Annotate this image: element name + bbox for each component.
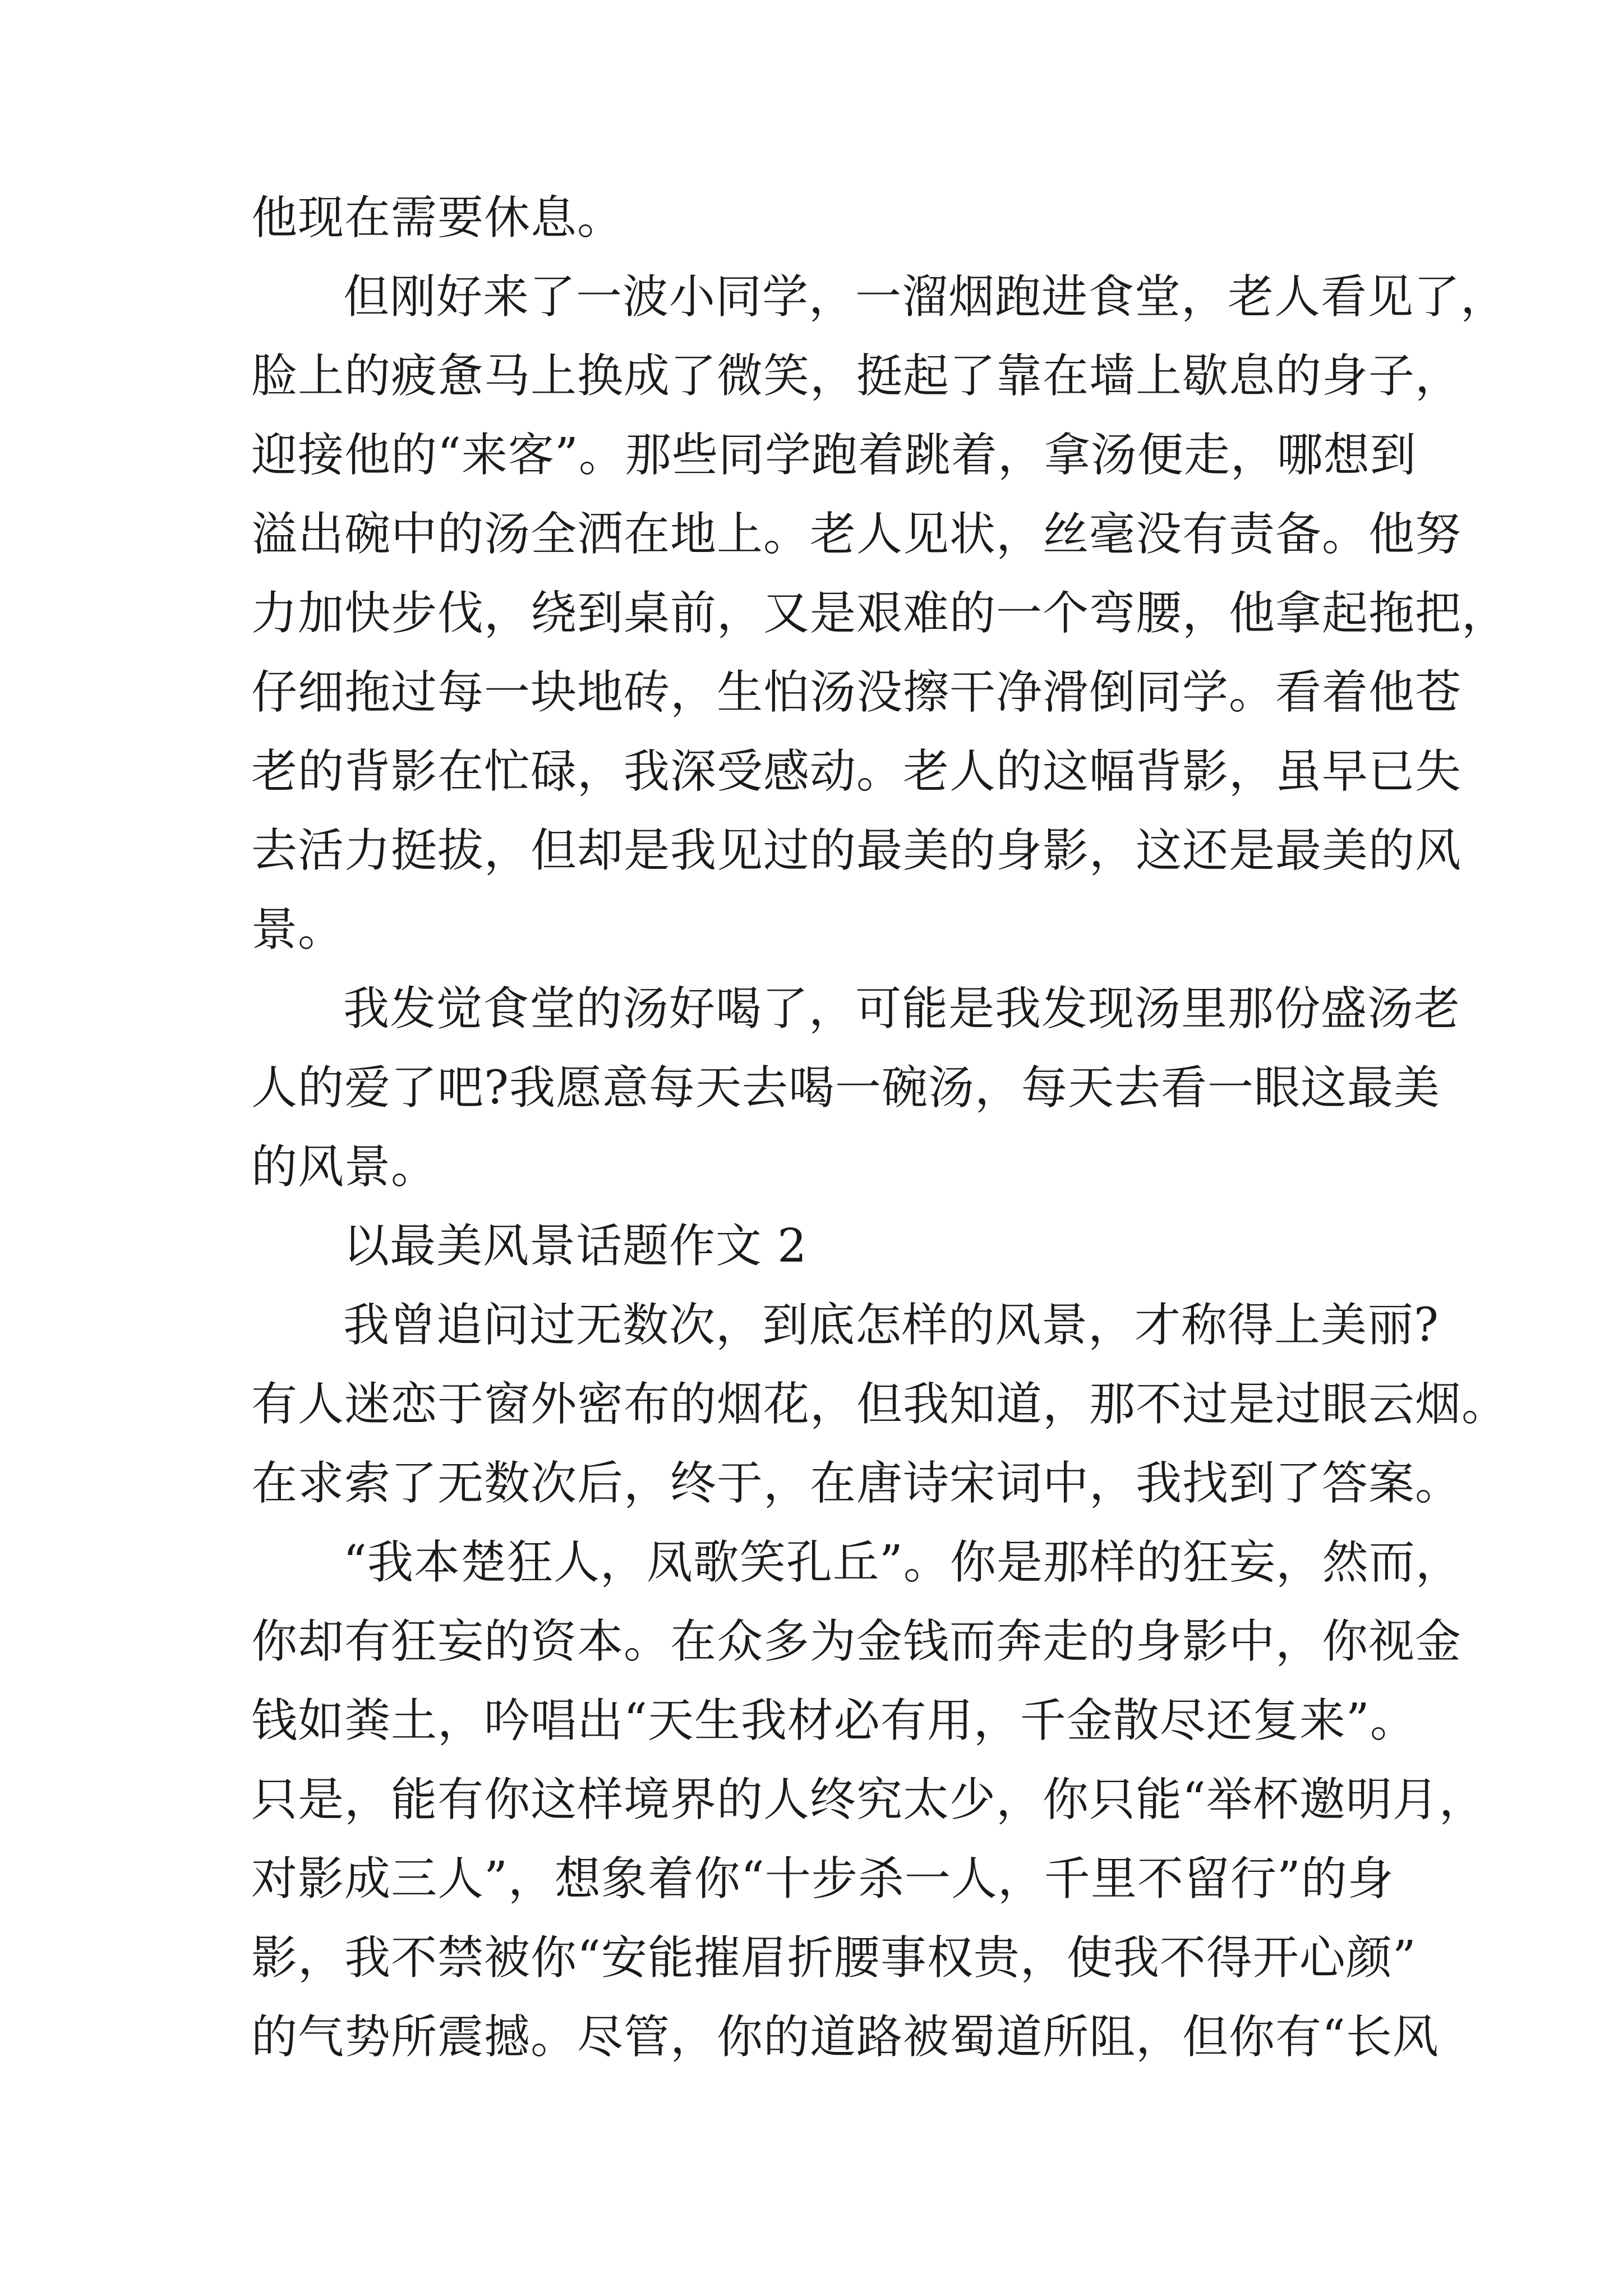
text-line: 我发觉食堂的汤好喝了，可能是我发现汤里那份盛汤老 [343,982,1461,1036]
text-line: 只是，能有你这样境界的人终究太少，你只能“举杯邀明月， [251,1773,1486,1826]
text-line: 溢出碗中的汤全洒在地上。老人见状，丝毫没有责备。他努 [251,508,1462,561]
text-line: 对影成三人”，想象着你“十步杀一人，千里不留行”的身 [251,1852,1394,1906]
text-line: 但刚好来了一波小同学，一溜烟跑进食堂，老人看见了， [343,270,1507,324]
text-line: 脸上的疲惫马上换成了微笑，挺起了靠在墙上歇息的身子， [251,349,1462,403]
text-line: 以最美风景话题作文 2 [343,1220,808,1273]
text-line: 人的爱了吧?我愿意每天去喝一碗汤，每天去看一眼这最美 [251,1061,1440,1115]
text-line: 影，我不禁被你“安能摧眉折腰事权贵，使我不得开心颜” [251,1931,1417,1985]
text-line: 钱如粪土，吟唱出“天生我材必有用，千金散尽还复来”。 [251,1694,1417,1747]
text-line: 景。 [251,903,345,956]
text-line: 老的背影在忙碌，我深受感动。老人的这幅背影，虽早已失 [251,745,1462,798]
text-line: 力加快步伐，绕到桌前，又是艰难的一个弯腰，他拿起拖把， [251,587,1509,640]
text-line: 迎接他的“来客”。那些同学跑着跳着，拿汤便走，哪想到 [251,429,1417,482]
text-line: 他现在需要休息。 [251,191,624,245]
text-line: “我本楚狂人，凤歌笑孔丘”。你是那样的狂妄，然而， [343,1536,1462,1589]
text-line: 你却有狂妄的资本。在众多为金钱而奔走的身影中，你视金 [251,1615,1462,1668]
text-line: 在求索了无数次后，终于，在唐诗宋词中，我找到了答案。 [251,1457,1462,1510]
text-line: 的气势所震撼。尽管，你的道路被蜀道所阻，但你有“长风 [251,2010,1439,2064]
text-line: 的风景。 [251,1140,438,1194]
essay-text [251,178,1509,2077]
text-line: 仔细拖过每一块地砖，生怕汤没擦干净滑倒同学。看着他苍 [251,666,1462,719]
text-line: 我曾追问过无数次，到底怎样的风景，才称得上美丽? [343,1299,1439,1352]
text-line: 去活力挺拔，但却是我见过的最美的身影，这还是最美的风 [251,824,1462,877]
text-line: 有人迷恋于窗外密布的烟花，但我知道，那不过是过眼云烟。 [251,1378,1509,1431]
